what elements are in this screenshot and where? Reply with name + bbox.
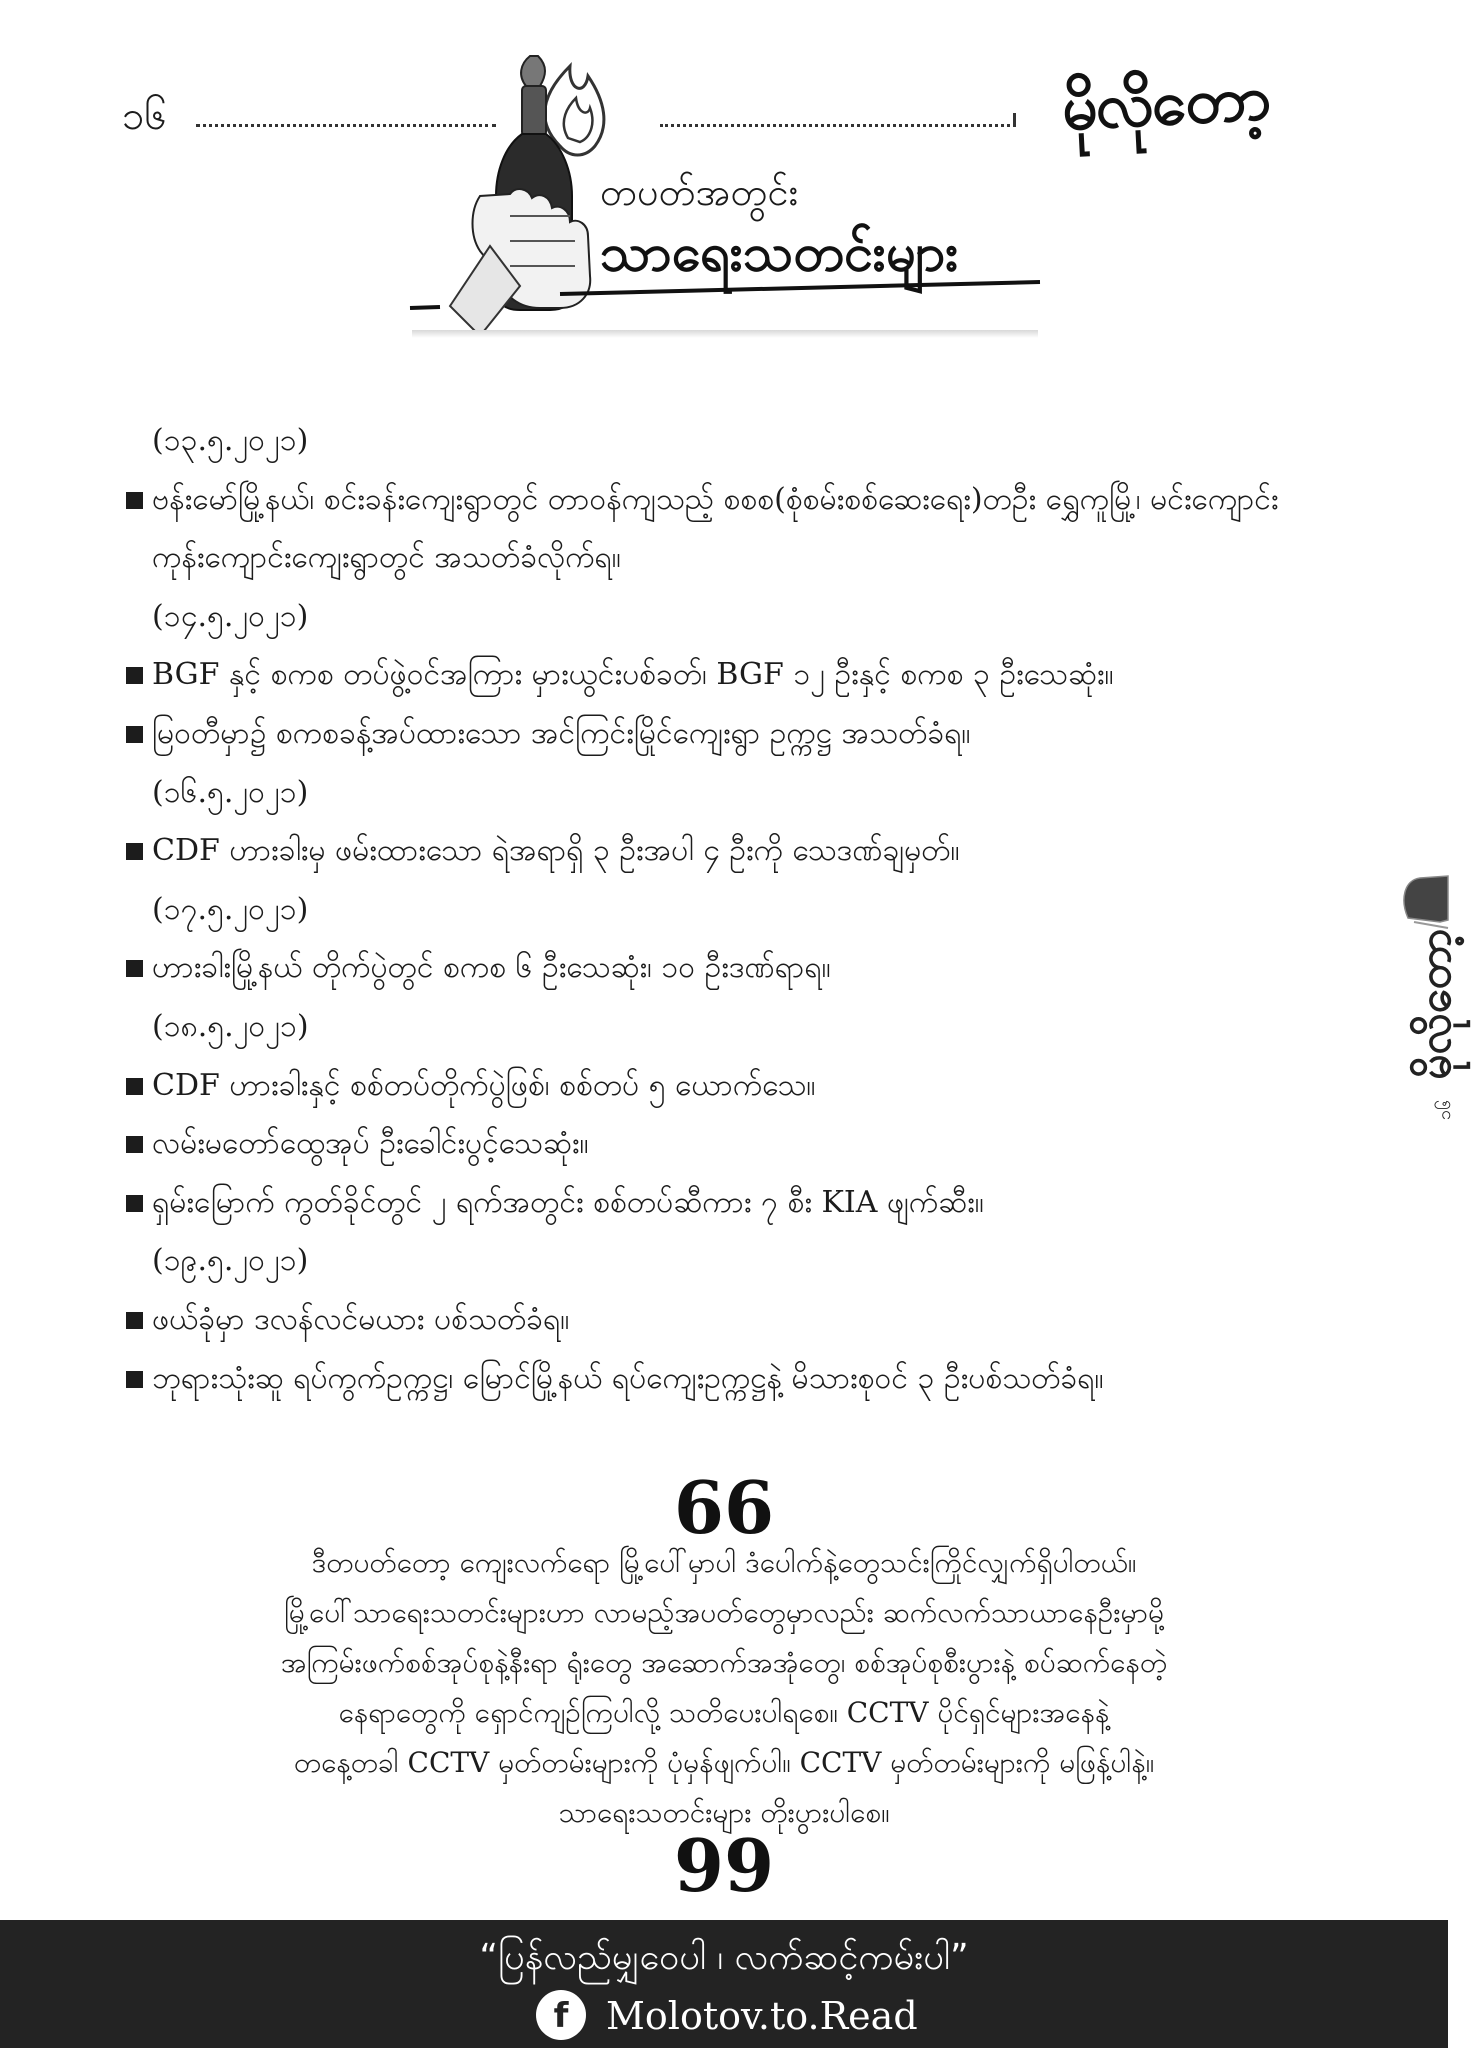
banner-title-large: သာရေးသတင်းများ: [600, 223, 959, 283]
bullet-square-icon: [126, 1195, 143, 1212]
brand-logo: မိုလိုတော့: [1060, 60, 1271, 145]
news-item-text: ဟားခါးမြို့နယ် တိုက်ပွဲတွင် စကစ ၆ ဦးသေဆုံး၊ ၁၀ ဦးဒဏ်ရာရ။: [152, 950, 831, 986]
quote-line: နေရာတွေကို ရှောင်ကျဉ်ကြပါလို့ သတိပေးပါရစေ။ CCTV ပိုင်ရှင်များအနေနဲ့: [338, 1696, 1110, 1729]
date-heading: (၁၃.၅.၂၀၂၁): [152, 423, 309, 458]
bullet-square-icon: [126, 667, 143, 684]
bullet-square-icon: [126, 1136, 143, 1153]
side-tab-bottle-icon: [1404, 876, 1448, 922]
bullet-square-icon: [126, 1312, 143, 1329]
news-item: [122, 1057, 1342, 1116]
side-tab-page: ၁၆: [1434, 1099, 1455, 1120]
facebook-handle-link[interactable]: Molotov.to.Read: [606, 1994, 918, 2038]
news-item-text: ရှမ်းမြောက် ကွတ်ခိုင်တွင် ၂ ရက်အတွင်း စစ်တပ်ဆီကား ၇ စီး KIA ဖျက်ဆီး။: [152, 1184, 984, 1220]
bullet-square-icon: [126, 1371, 143, 1388]
footer-banner: [0, 1920, 1448, 2048]
page-number: ၁၆: [122, 93, 167, 139]
quote-line: ဒီတပတ်တော့ ကျေးလက်ရော မြို့ပေါ်မှာပါ ဒံပေါက်နဲ့တွေသင်းကြိုင်လျှက်ရှိပါတယ်။: [311, 1546, 1137, 1579]
news-item-text: မြဝတီမှာ၌ စကစခန့်အပ်ထားသော အင်ကြင်းမြိုင်ကျေးရွာ ဥက္ကဋ္ဌ အသတ်ခံရ။: [152, 715, 971, 751]
news-item-text: ဗန်းမော်မြို့နယ်၊ စင်းခန်းကျေးရွာတွင် တာဝန်ကျသည့် စစစ(စုံစမ်းစစ်ဆေးရေး)တဦး ရွှေကူမြို့၊ မင်းကျောင်း: [152, 481, 1279, 517]
quote-line: မြို့ပေါ်သာရေးသတင်းများဟာ လာမည့်အပတ်တွေမှာလည်း ဆက်လက်သာယာနေဦးမှာမို့: [284, 1596, 1164, 1629]
facebook-icon[interactable]: f: [536, 1990, 586, 2040]
side-tab-logo: [1408, 929, 1472, 1120]
news-list: [122, 412, 1342, 1408]
bullet-square-icon: [126, 960, 143, 977]
news-item-text: CDF ဟားခါးနှင့် စစ်တပ်တိုက်ပွဲဖြစ်၊ စစ်တပ် ၅ ယောက်သေ။: [152, 1067, 816, 1103]
news-item: [122, 1291, 1342, 1350]
quote-line: အကြမ်းဖက်စစ်အုပ်စုနဲ့နီးရာ ရုံးတွေ အဆောက်အအုံတွေ၊ စစ်အုပ်စုစီးပွားနဲ့ စပ်ဆက်နေတဲ့: [280, 1646, 1168, 1679]
date-heading: (၁၉.၅.၂၀၂၁): [152, 1243, 309, 1279]
news-item-continuation: ကုန်းကျောင်းကျေးရွာတွင် အသတ်ခံလိုက်ရ။: [152, 540, 621, 576]
date-heading: (၁၈.၅.၂၀၂၁): [152, 1008, 309, 1044]
quote-text: [124, 1538, 1324, 1838]
quote-line: သာရေးသတင်းများ တိုးပွားပါစေ။: [558, 1796, 890, 1829]
banner-underline-short: [410, 307, 440, 308]
news-item-text: ဖယ်ခုံမှာ ဒလန်လင်မယား ပစ်သတ်ခံရ။: [152, 1301, 570, 1337]
date-heading: (၁၇.၅.၂၀၂၁): [152, 891, 309, 927]
news-item: [122, 1350, 1342, 1409]
news-item: [122, 1115, 1342, 1174]
quote-close-mark: 99: [673, 1823, 775, 1908]
date-heading: (၁၄.၅.၂၀၂၁): [152, 598, 309, 634]
bullet-square-icon: [126, 726, 143, 743]
banner-title-small: တပတ်အတွင်း: [600, 170, 799, 214]
bullet-square-icon: [126, 843, 143, 860]
banner-shadow: [412, 330, 1038, 338]
bullet-square-icon: [126, 492, 143, 509]
news-item-text: CDF ဟားခါးမှ ဖမ်းထားသော ရဲအရာရှိ ၃ ဦးအပါ ၄ ဦးကို သေဒဏ်ချမှတ်။: [152, 833, 960, 869]
news-item: [122, 939, 1342, 998]
footer-slogan: “ပြန်လည်မျှဝေပါ ၊ လက်ဆင့်ကမ်းပါ”: [479, 1937, 969, 1978]
news-item-text: BGF နှင့် စကစ တပ်ဖွဲ့ဝင်အကြား မှားယွင်းပစ်ခတ်၊ BGF ၁၂ ဦးနှင့် စကစ ၃ ဦးသေဆုံး။: [152, 657, 1114, 693]
quote-open-mark: 66: [673, 1465, 775, 1550]
date-heading: (၁၆.၅.၂၀၂၁): [152, 774, 309, 810]
news-item: [122, 705, 1342, 764]
bullet-square-icon: [126, 1078, 143, 1095]
news-item-text: လမ်းမတော်ထွေအုပ် ဦးခေါင်းပွင့်သေဆုံး။: [152, 1126, 589, 1162]
news-item: [122, 646, 1342, 705]
news-item: [122, 471, 1342, 530]
news-item-text: ဘုရားသုံးဆူ ရပ်ကွက်ဥက္ကဋ္ဌ၊ မြောင်မြို့နယ် ရပ်ကျေးဥက္ကဋ္ဌနဲ့ မိသားစုဝင် ၃ ဦးပစ်သတ်ခံရ။: [152, 1360, 1104, 1396]
news-item: [122, 822, 1342, 881]
news-item: [122, 1174, 1342, 1233]
quote-line: တနေ့တခါ CCTV မှတ်တမ်းများကို ပုံမှန်ဖျက်ပါ။ CCTV မှတ်တမ်းများကို မဖြန့်ပါနဲ့။: [293, 1746, 1155, 1779]
side-tab-brand: မိုလိုတော့: [1410, 928, 1461, 1080]
